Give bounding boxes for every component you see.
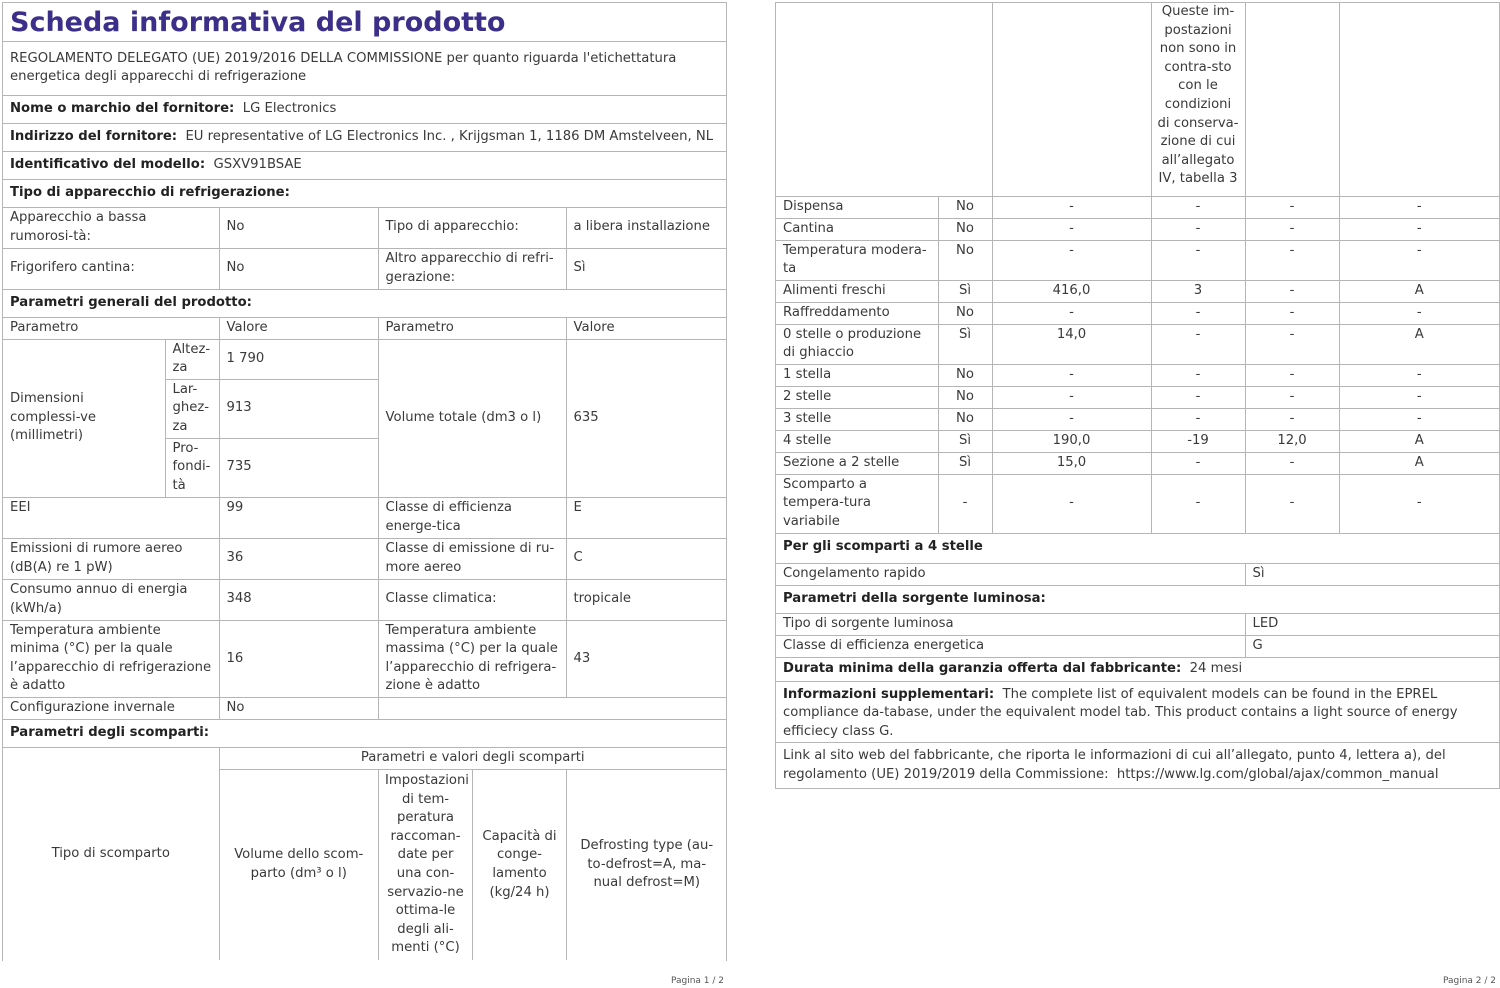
max-temp-label: Temperatura ambiente massima (°C) per la quale l’apparecchio di refrigera-zione è adatto: [378, 620, 566, 697]
col-header-param: Parametro: [3, 317, 219, 339]
light-class-label: Classe di efficienza energetica: [776, 635, 1245, 657]
compartment-freeze: -: [1245, 452, 1339, 474]
compartment-present: Sì: [938, 280, 992, 302]
compartment-present: No: [938, 386, 992, 408]
depth-label: Pro-fondi-tà: [165, 438, 219, 497]
comp-volume-header: Volume dello scom-parto (dm³ o l): [220, 770, 379, 960]
consumption-value: 348: [219, 579, 378, 620]
compartment-freeze: -: [1245, 240, 1339, 280]
compartment-freeze: -: [1245, 324, 1339, 364]
total-volume-label: Volume totale (dm3 o l): [378, 339, 566, 497]
page-number: Pagina 2 / 2: [1442, 976, 1496, 986]
low-noise-label: Apparecchio a bassa rumorosi-tà:: [3, 207, 219, 248]
compartment-name: Scomparto a tempera-tura variabile: [776, 474, 938, 533]
comp-type-header: Tipo di scomparto: [3, 748, 219, 961]
compartment-defrost: -: [1339, 364, 1499, 386]
depth-value: 735: [219, 438, 378, 497]
compartment-temp: -: [1151, 302, 1245, 324]
compartment-name: 1 stella: [776, 364, 938, 386]
compartment-name: 4 stelle: [776, 430, 938, 452]
compartment-row: [776, 280, 1499, 302]
compartment-temp: -: [1151, 218, 1245, 240]
eei-value: 99: [219, 497, 378, 538]
design-type-label: Tipo di apparecchio:: [378, 207, 566, 248]
width-label: Lar-ghez-za: [165, 379, 219, 438]
page-number: Pagina 1 / 2: [670, 976, 724, 986]
col-header-value-2: Valore: [566, 317, 726, 339]
eei-label: EEI: [3, 497, 219, 538]
empty-cell: [378, 698, 726, 720]
compartment-name: Dispensa: [776, 196, 938, 218]
compartment-freeze: -: [1245, 302, 1339, 324]
compartment-defrost: -: [1339, 386, 1499, 408]
compartment-temp: -: [1151, 364, 1245, 386]
compartment-name: Raffreddamento: [776, 302, 938, 324]
compartment-temp: -19: [1151, 430, 1245, 452]
noise-value: 36: [219, 538, 378, 579]
compartment-row: [776, 324, 1499, 364]
col-header-param-2: Parametro: [378, 317, 566, 339]
general-params-heading: Parametri generali del prodotto:: [3, 289, 726, 317]
fast-freeze-value: Sì: [1245, 563, 1499, 585]
min-temp-label: Temperatura ambiente minima (°C) per la quale l’apparecchio di refrigerazione è adatto: [3, 620, 219, 697]
additional-info-label: Informazioni supplementari:: [783, 686, 995, 702]
page-2: [772, 0, 1500, 988]
height-value: 1 790: [219, 339, 378, 379]
compartment-freeze: -: [1245, 280, 1339, 302]
winter-setting-label: Configurazione invernale: [3, 698, 219, 720]
compartment-defrost: -: [1339, 302, 1499, 324]
page-title: Scheda informativa del prodotto: [3, 3, 726, 41]
compartment-present: No: [938, 408, 992, 430]
comp-temp-header: Impostazioni di tem-peratura raccoman-date per una con-servazio-ne ottima-le degli ali-menti (°C): [379, 770, 473, 960]
noise-class-label: Classe di emissione di ru-more aereo: [378, 538, 566, 579]
compartment-freeze: 12,0: [1245, 430, 1339, 452]
compartment-name: Sezione a 2 stelle: [776, 452, 938, 474]
compartment-volume: -: [992, 474, 1151, 533]
total-volume-value: 635: [566, 339, 726, 497]
supplier-name-row: [3, 95, 726, 123]
model-row: [3, 151, 726, 179]
compartment-present: No: [938, 302, 992, 324]
light-type-value: LED: [1245, 613, 1499, 635]
compartment-volume: 416,0: [992, 280, 1151, 302]
supplier-name-label: Nome o marchio del fornitore:: [10, 100, 235, 116]
compartment-present: Sì: [938, 452, 992, 474]
compartment-defrost: A: [1339, 430, 1499, 452]
supplier-name-value: LG Electronics: [242, 100, 337, 116]
appliance-type-heading: Tipo di apparecchio di refrigerazione:: [3, 179, 726, 207]
supplier-address-row: [3, 123, 726, 151]
manufacturer-link-url[interactable]: https://www.lg.com/global/ajax/common_manual: [1116, 767, 1439, 783]
light-source-heading: Parametri della sorgente luminosa:: [776, 585, 1499, 613]
energy-class-label: Classe di efficienza energe-tica: [378, 497, 566, 538]
temp-note: Queste im-postazioni non sono in contra-sto con le condizioni di conserva-zione di cui all’allegato IV, tabella 3: [1151, 3, 1245, 196]
design-type-value: a libera installazione: [566, 207, 726, 248]
compartment-volume: -: [992, 408, 1151, 430]
page-1: [0, 0, 728, 988]
other-appliance-label: Altro apparecchio di refri-gerazione:: [378, 248, 566, 289]
additional-info-text: The complete list of equivalent models can be found in the EPREL compliance da-tabase, under the equivalent model tab. This product contains a light source of energy efficiecy class G.: [783, 686, 1458, 739]
min-temp-value: 16: [219, 620, 378, 697]
compartment-temp: 3: [1151, 280, 1245, 302]
guarantee-label: Durata minima della garanzia offerta dal fabbricante:: [783, 660, 1182, 676]
noise-class-value: C: [566, 538, 726, 579]
compartment-volume: -: [992, 302, 1151, 324]
compartment-defrost: -: [1339, 196, 1499, 218]
compartment-row: [776, 196, 1499, 218]
compartment-name: Cantina: [776, 218, 938, 240]
compartment-row: [776, 240, 1499, 280]
compartment-present: No: [938, 364, 992, 386]
compartment-volume: 190,0: [992, 430, 1151, 452]
compartment-present: Sì: [938, 430, 992, 452]
compartment-volume: -: [992, 196, 1151, 218]
compartment-rows: [776, 196, 1499, 533]
compartment-name: Temperatura modera-ta: [776, 240, 938, 280]
compartment-temp: -: [1151, 474, 1245, 533]
compartment-temp: -: [1151, 408, 1245, 430]
regulation-text: REGOLAMENTO DELEGATO (UE) 2019/2016 DELLA COMMISSIONE per quanto riguarda l'etichettatura energetica degli apparecchi di refrigerazione: [3, 41, 726, 95]
compartment-row: [776, 302, 1499, 324]
blank-header-cell: [1245, 3, 1339, 196]
low-noise-value: No: [219, 207, 378, 248]
guarantee-row: [776, 657, 1499, 681]
compartment-volume: 14,0: [992, 324, 1151, 364]
compartment-freeze: -: [1245, 408, 1339, 430]
compartment-temp: -: [1151, 196, 1245, 218]
compartment-row: [776, 430, 1499, 452]
compartment-present: -: [938, 474, 992, 533]
wine-storage-value: No: [219, 248, 378, 289]
light-type-label: Tipo di sorgente luminosa: [776, 613, 1245, 635]
page-1-frame: [2, 2, 727, 961]
other-appliance-value: Sì: [566, 248, 726, 289]
wine-storage-label: Frigorifero cantina:: [3, 248, 219, 289]
compartment-freeze: -: [1245, 196, 1339, 218]
additional-info-row: [776, 681, 1499, 743]
compartment-row: [776, 408, 1499, 430]
manufacturer-link-text: Link al sito web del fabbricante, che riporta le informazioni di cui all’allegato, punto 4, lettera a), del regolamento (UE) 2019/2019 della Commissione:: [783, 748, 1446, 783]
four-star-heading: Per gli scomparti a 4 stelle: [776, 533, 1499, 563]
guarantee-value: 24 mesi: [1189, 660, 1243, 676]
compartment-temp: -: [1151, 386, 1245, 408]
compartment-present: No: [938, 240, 992, 280]
compartment-volume: -: [992, 364, 1151, 386]
compartment-freeze: -: [1245, 474, 1339, 533]
compartment-defrost: -: [1339, 408, 1499, 430]
width-value: 913: [219, 379, 378, 438]
manufacturer-link-row: [776, 743, 1499, 789]
page-2-frame: [775, 2, 1500, 789]
product-info-table: [3, 3, 726, 960]
compartment-name: 3 stelle: [776, 408, 938, 430]
compartment-volume: -: [992, 218, 1151, 240]
comp-freeze-header: Capacità di conge-lamento (kg/24 h): [473, 770, 567, 960]
comp-headers-table: [220, 770, 727, 960]
compartment-name: 2 stelle: [776, 386, 938, 408]
blank-header-cell: [776, 3, 992, 196]
compartment-volume: -: [992, 240, 1151, 280]
comp-group-header: Parametri e valori degli scomparti: [219, 748, 726, 770]
winter-setting-value: No: [219, 698, 378, 720]
compartments-table: [776, 3, 1499, 789]
compartment-row: [776, 452, 1499, 474]
compartment-defrost: A: [1339, 324, 1499, 364]
compartment-freeze: -: [1245, 386, 1339, 408]
climate-class-value: tropicale: [566, 579, 726, 620]
height-label: Altez-za: [165, 339, 219, 379]
compartment-defrost: -: [1339, 240, 1499, 280]
compartments-heading: Parametri degli scomparti:: [3, 720, 726, 748]
compartment-defrost: -: [1339, 218, 1499, 240]
compartment-temp: -: [1151, 452, 1245, 474]
compartment-row: [776, 218, 1499, 240]
comp-headers-cell: [219, 770, 726, 961]
compartment-volume: 15,0: [992, 452, 1151, 474]
col-header-value: Valore: [219, 317, 378, 339]
comp-defrost-header: Defrosting type (au-to-defrost=A, ma-nual defrost=M): [567, 770, 727, 960]
climate-class-label: Classe climatica:: [378, 579, 566, 620]
compartment-present: No: [938, 218, 992, 240]
compartment-freeze: -: [1245, 218, 1339, 240]
compartment-defrost: A: [1339, 280, 1499, 302]
light-class-value: G: [1245, 635, 1499, 657]
noise-label: Emissioni di rumore aereo (dB(A) re 1 pW): [3, 538, 219, 579]
model-value: GSXV91BSAE: [213, 156, 302, 172]
blank-header-cell: [992, 3, 1151, 196]
compartment-temp: -: [1151, 324, 1245, 364]
supplier-address-label: Indirizzo del fornitore:: [10, 128, 178, 144]
compartment-temp: -: [1151, 240, 1245, 280]
supplier-address-value: EU representative of LG Electronics Inc. , Krijgsman 1, 1186 DM Amstelveen, NL: [185, 128, 714, 144]
compartment-name: 0 stelle o produzione di ghiaccio: [776, 324, 938, 364]
compartment-row: [776, 474, 1499, 533]
compartment-freeze: -: [1245, 364, 1339, 386]
model-label: Identificativo del modello:: [10, 156, 206, 172]
compartment-name: Alimenti freschi: [776, 280, 938, 302]
compartment-present: No: [938, 196, 992, 218]
compartment-defrost: -: [1339, 474, 1499, 533]
compartment-row: [776, 364, 1499, 386]
max-temp-value: 43: [566, 620, 726, 697]
blank-header-cell: [1339, 3, 1499, 196]
compartment-volume: -: [992, 386, 1151, 408]
fast-freeze-label: Congelamento rapido: [776, 563, 1245, 585]
dimensions-label: Dimensioni complessi-ve (millimetri): [3, 339, 165, 497]
compartment-present: Sì: [938, 324, 992, 364]
energy-class-value: E: [566, 497, 726, 538]
consumption-label: Consumo annuo di energia (kWh/a): [3, 579, 219, 620]
compartment-row: [776, 386, 1499, 408]
compartment-defrost: A: [1339, 452, 1499, 474]
